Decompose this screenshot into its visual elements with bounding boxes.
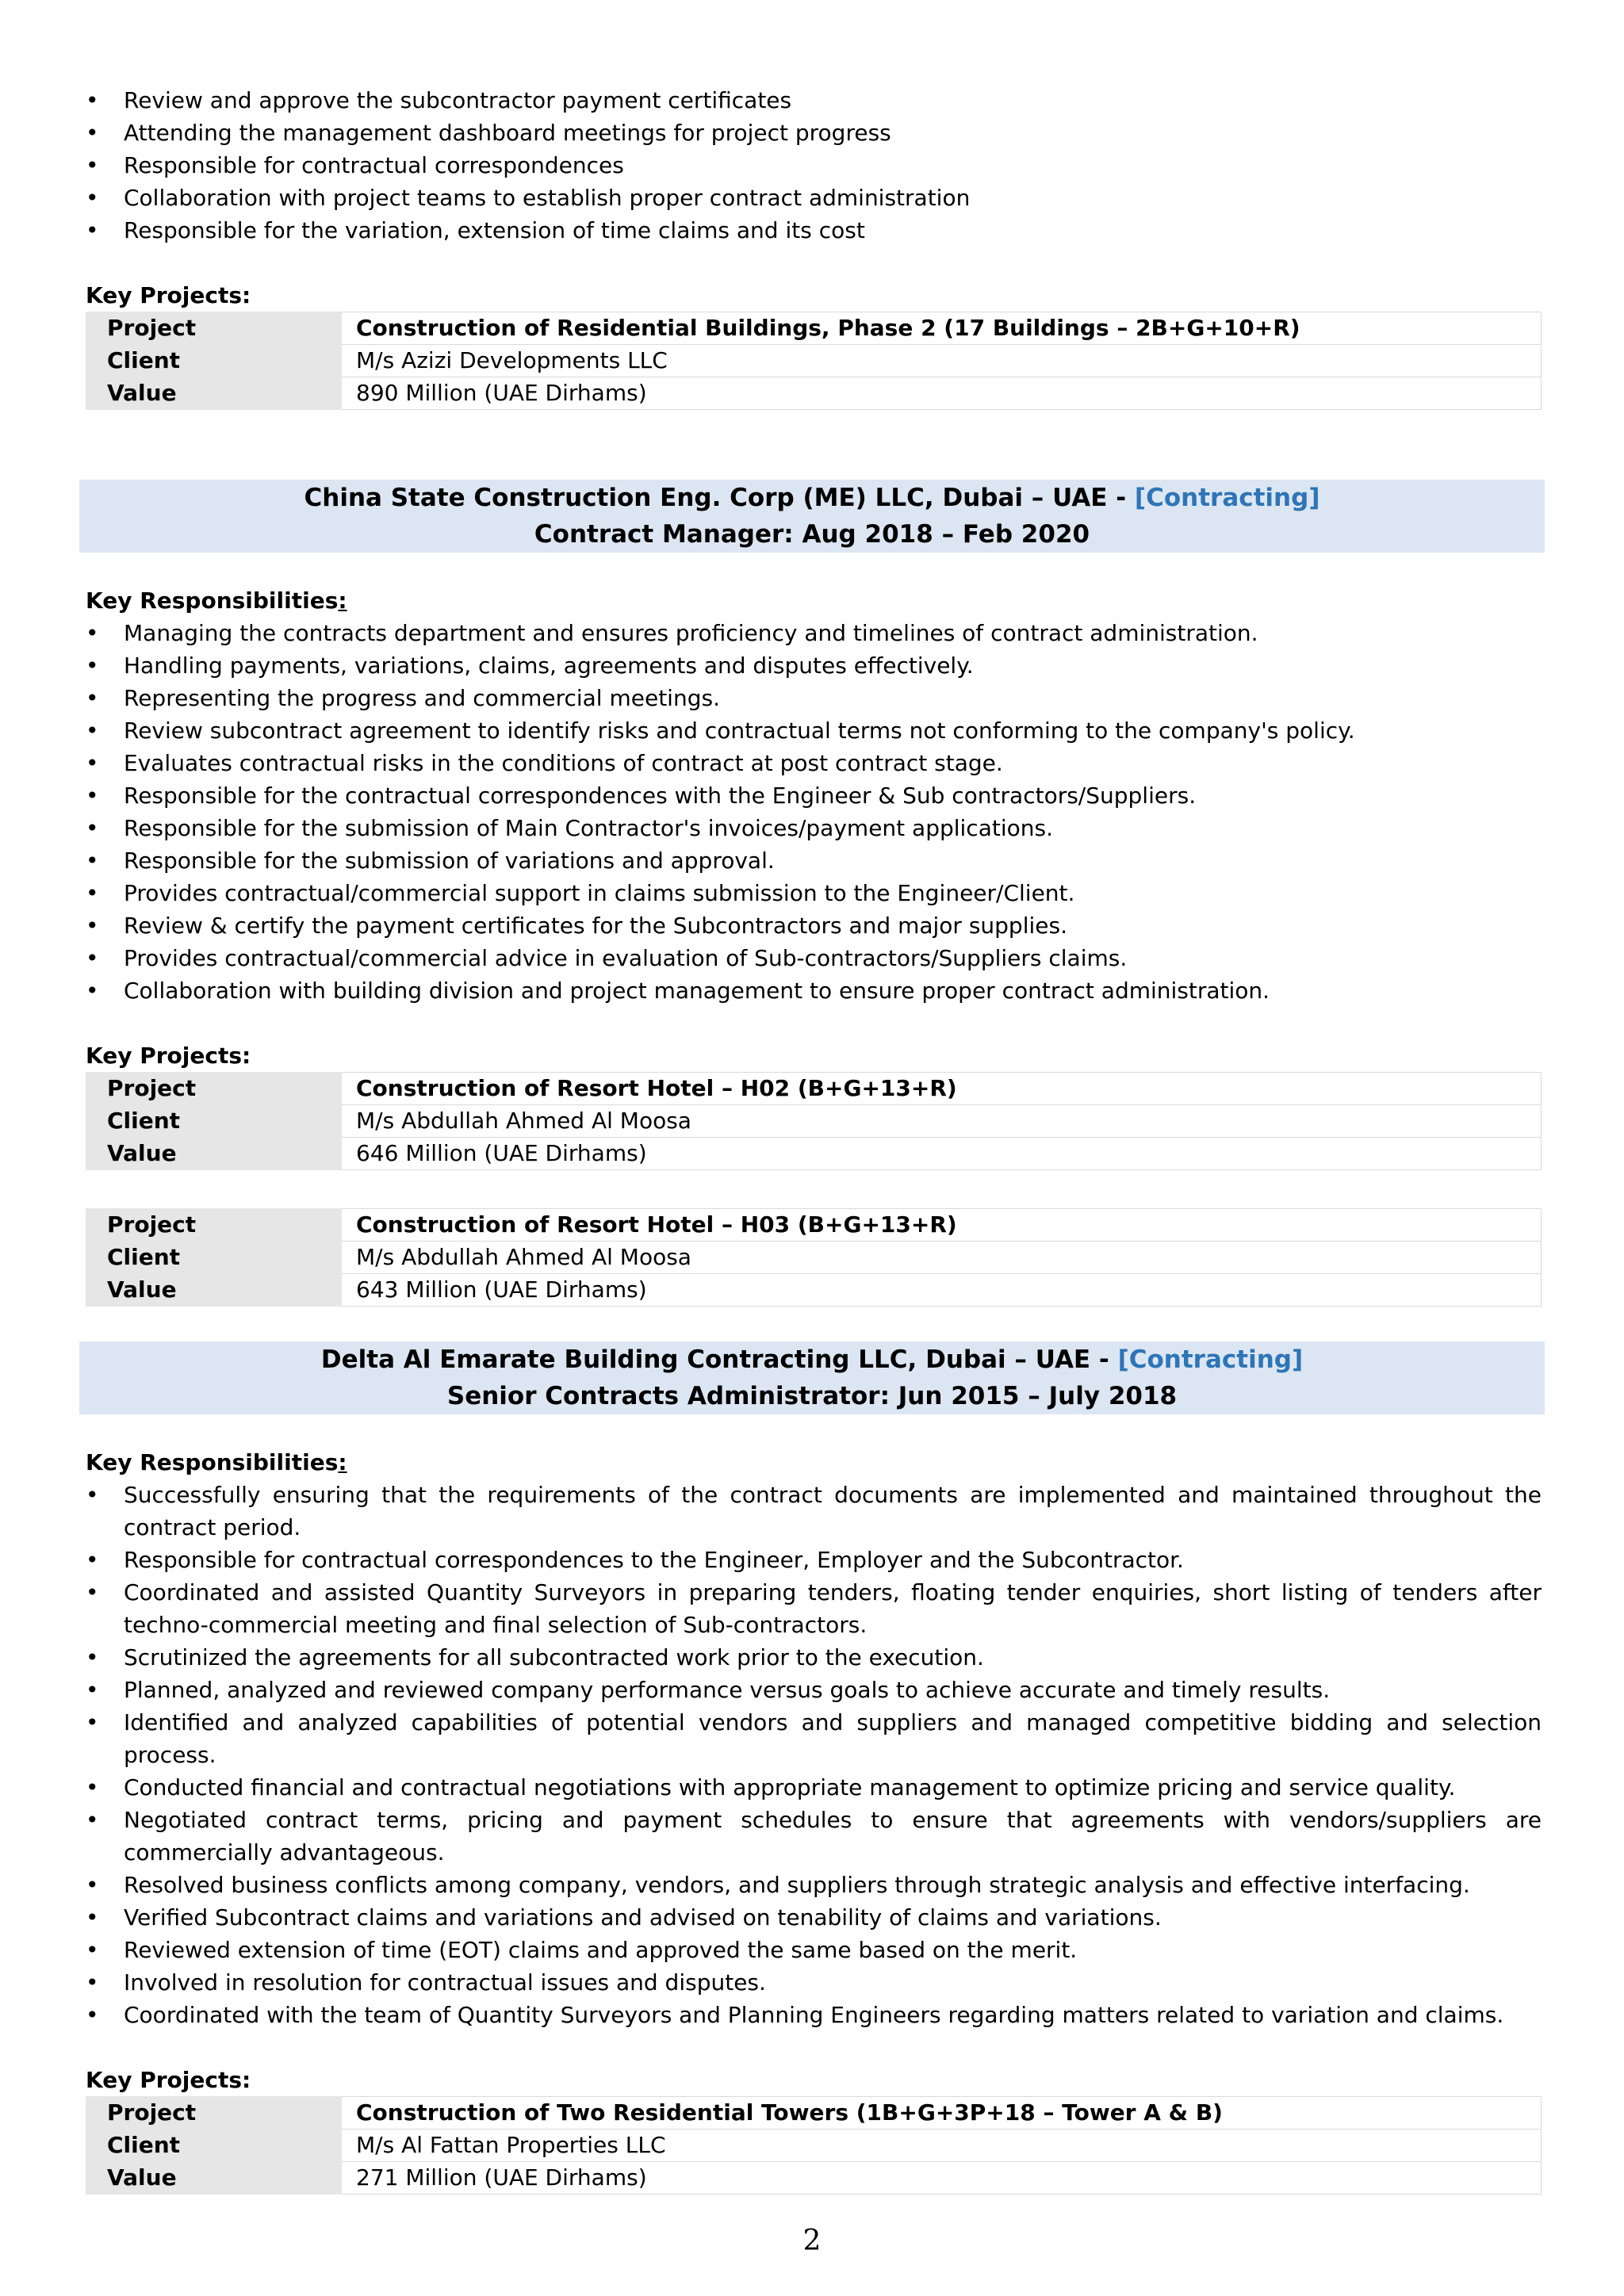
project-value: 271 Million (UAE Dirhams): [342, 2162, 1542, 2195]
company-header-delta: [79, 1341, 1545, 1414]
list-item: • Collaboration with project teams to establish proper contract administration: [86, 182, 1542, 214]
value-label: Value: [86, 1274, 342, 1307]
list-item: • Attending the management dashboard meetings for project progress: [86, 117, 1542, 149]
key-projects-heading: Key Projects:: [86, 282, 251, 308]
company-name: China State Construction Eng. Corp (ME) LLC, Dubai – UAE -: [304, 484, 1135, 512]
key-responsibilities-heading: Key Responsibilities:: [86, 1449, 347, 1475]
list-item: • Negotiated contract terms, pricing and payment schedules to ensure that agreements with vendors/suppliers are commercially advantageous.: [86, 1804, 1542, 1869]
list-item: • Conducted financial and contractual negotiations with appropriate management to optimize pricing and service quality.: [86, 1771, 1542, 1804]
value-label: Value: [86, 1138, 342, 1170]
project-name: Construction of Resort Hotel – H02 (B+G+13+R): [342, 1073, 1542, 1105]
list-item: • Identified and analyzed capabilities of potential vendors and suppliers and managed competitive bidding and selection process.: [86, 1706, 1542, 1771]
client-name: M/s Al Fattan Properties LLC: [342, 2130, 1542, 2162]
client-name: M/s Abdullah Ahmed Al Moosa: [342, 1242, 1542, 1274]
list-item: • Reviewed extension of time (EOT) claims and approved the same based on the merit.: [86, 1934, 1542, 1966]
client-label: Client: [86, 1242, 342, 1274]
list-item: • Responsible for the contractual correspondences with the Engineer & Sub contractors/Suppliers.: [86, 779, 1542, 812]
company-header-china: [79, 480, 1545, 553]
list-item: • Coordinated with the team of Quantity Surveyors and Planning Engineers regarding matters related to variation and claims.: [86, 1999, 1542, 2031]
project-table: [86, 312, 1542, 410]
list-item: • Representing the progress and commercial meetings.: [86, 682, 1542, 714]
company-tag: [Contracting]: [1117, 1345, 1304, 1374]
client-name: M/s Abdullah Ahmed Al Moosa: [342, 1105, 1542, 1138]
list-item: • Evaluates contractual risks in the conditions of contract at post contract stage.: [86, 747, 1542, 779]
project-table: [86, 1072, 1542, 1170]
value-label: Value: [86, 377, 342, 410]
company-name: Delta Al Emarate Building Contracting LLC, Dubai – UAE -: [320, 1345, 1118, 1374]
china-responsibilities-list: [86, 617, 1542, 1007]
top-bullet-list: [86, 84, 1542, 247]
list-item: • Provides contractual/commercial advice in evaluation of Sub-contractors/Suppliers claims.: [86, 942, 1542, 974]
list-item: • Responsible for the submission of variations and approval.: [86, 844, 1542, 877]
client-label: Client: [86, 2130, 342, 2162]
page-content: [86, 84, 1542, 2195]
project-value: 646 Million (UAE Dirhams): [342, 1138, 1542, 1170]
list-item: • Collaboration with building division and project management to ensure proper contract administration.: [86, 974, 1542, 1007]
project-label: Project: [86, 312, 342, 345]
list-item: • Resolved business conflicts among company, vendors, and suppliers through strategic analysis and effective interfacing.: [86, 1869, 1542, 1901]
client-label: Client: [86, 1105, 342, 1138]
project-label: Project: [86, 2097, 342, 2130]
list-item: • Involved in resolution for contractual issues and disputes.: [86, 1966, 1542, 1999]
list-item: • Responsible for contractual correspondences to the Engineer, Employer and the Subcontractor.: [86, 1544, 1542, 1576]
project-table: [86, 2096, 1542, 2195]
list-item: • Managing the contracts department and ensures proficiency and timelines of contract administration.: [86, 617, 1542, 649]
company-tag: [Contracting]: [1134, 484, 1320, 512]
list-item: • Verified Subcontract claims and variations and advised on tenability of claims and variations.: [86, 1901, 1542, 1934]
list-item: • Planned, analyzed and reviewed company performance versus goals to achieve accurate and timely results.: [86, 1674, 1542, 1706]
list-item: • Responsible for the submission of Main Contractor's invoices/payment applications.: [86, 812, 1542, 844]
key-responsibilities-heading: Key Responsibilities:: [86, 587, 347, 614]
project-name: Construction of Residential Buildings, Phase 2 (17 Buildings – 2B+G+10+R): [342, 312, 1542, 345]
list-item: • Responsible for contractual correspondences: [86, 149, 1542, 182]
list-item: • Provides contractual/commercial support in claims submission to the Engineer/Client.: [86, 877, 1542, 909]
list-item: • Successfully ensuring that the requirements of the contract documents are implemented and maintained throughout the contract period.: [86, 1479, 1542, 1544]
list-item: • Responsible for the variation, extension of time claims and its cost: [86, 214, 1542, 247]
list-item: • Coordinated and assisted Quantity Surveyors in preparing tenders, floating tender enquiries, short listing of tenders after techno-commercial meeting and final selection of Sub-contractors.: [86, 1576, 1542, 1641]
project-value: 890 Million (UAE Dirhams): [342, 377, 1542, 410]
company-title: [79, 1341, 1545, 1378]
delta-responsibilities-list: [86, 1479, 1542, 2031]
list-item: • Review subcontract agreement to identify risks and contractual terms not conforming to the company's policy.: [86, 714, 1542, 747]
project-name: Construction of Two Residential Towers (1B+G+3P+18 – Tower A & B): [342, 2097, 1542, 2130]
project-label: Project: [86, 1073, 342, 1105]
list-item: • Review & certify the payment certificates for the Subcontractors and major supplies.: [86, 909, 1542, 942]
list-item: • Review and approve the subcontractor payment certificates: [86, 84, 1542, 117]
client-name: M/s Azizi Developments LLC: [342, 345, 1542, 377]
value-label: Value: [86, 2162, 342, 2195]
client-label: Client: [86, 345, 342, 377]
project-table: [86, 1208, 1542, 1307]
project-value: 643 Million (UAE Dirhams): [342, 1274, 1542, 1307]
project-label: Project: [86, 1209, 342, 1242]
company-title: [79, 480, 1545, 516]
project-name: Construction of Resort Hotel – H03 (B+G+13+R): [342, 1209, 1542, 1242]
job-role: Contract Manager: Aug 2018 – Feb 2020: [534, 520, 1090, 549]
key-projects-heading: Key Projects:: [86, 2067, 251, 2093]
list-item: • Handling payments, variations, claims, agreements and disputes effectively.: [86, 649, 1542, 682]
list-item: • Scrutinized the agreements for all subcontracted work prior to the execution.: [86, 1641, 1542, 1674]
page-number: 2: [802, 2225, 822, 2257]
key-projects-heading: Key Projects:: [86, 1043, 251, 1069]
job-role: Senior Contracts Administrator: Jun 2015 – July 2018: [446, 1382, 1178, 1410]
